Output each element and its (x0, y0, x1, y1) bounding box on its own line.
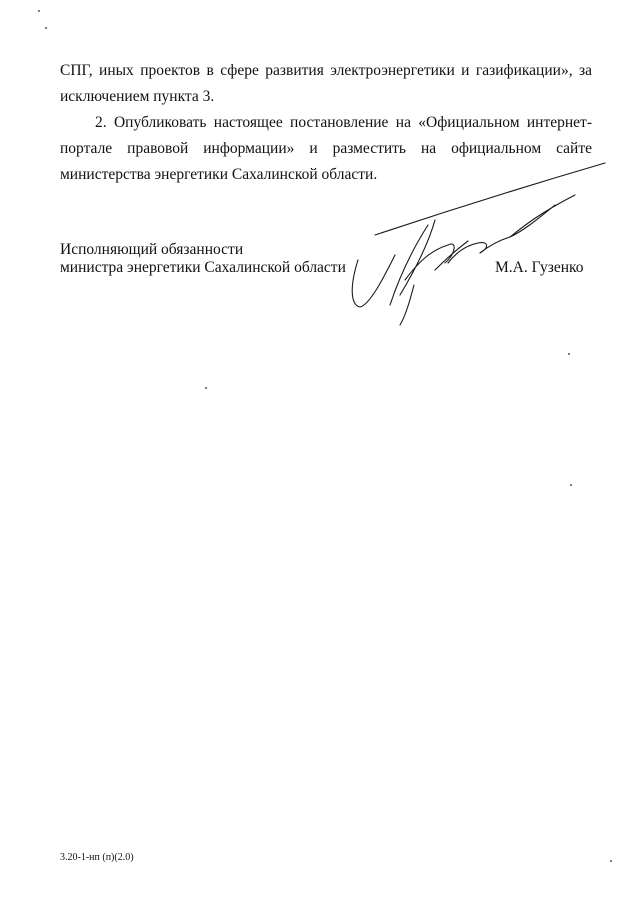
paragraph-publication-clause: 2. Опубликовать настоящее постановление на «Официальном интернет-портале правовой информации» и разместить на официальном сайте министерства энергетики Сахалинской области. (60, 114, 592, 183)
signer-title-line-1: Исполняющий обязанности (60, 241, 244, 258)
scan-speck (45, 27, 47, 29)
handwritten-signature (340, 155, 615, 330)
scan-speck (205, 387, 207, 389)
signer-name: М.А. Гузенко (495, 259, 584, 276)
scan-speck (570, 484, 572, 486)
signer-title-line-2: министра энергетики Сахалинской области (60, 259, 346, 276)
signer-title (60, 241, 346, 277)
paragraph-continuation: СПГ, иных проектов в сфере развития электроэнергетики и газификации», за исключением пункта 3. (60, 62, 592, 105)
scan-speck (568, 353, 570, 355)
scan-speck (38, 10, 40, 12)
document-code: 3.20-1-нп (п)(2.0) (60, 852, 134, 863)
scan-speck (610, 860, 612, 862)
